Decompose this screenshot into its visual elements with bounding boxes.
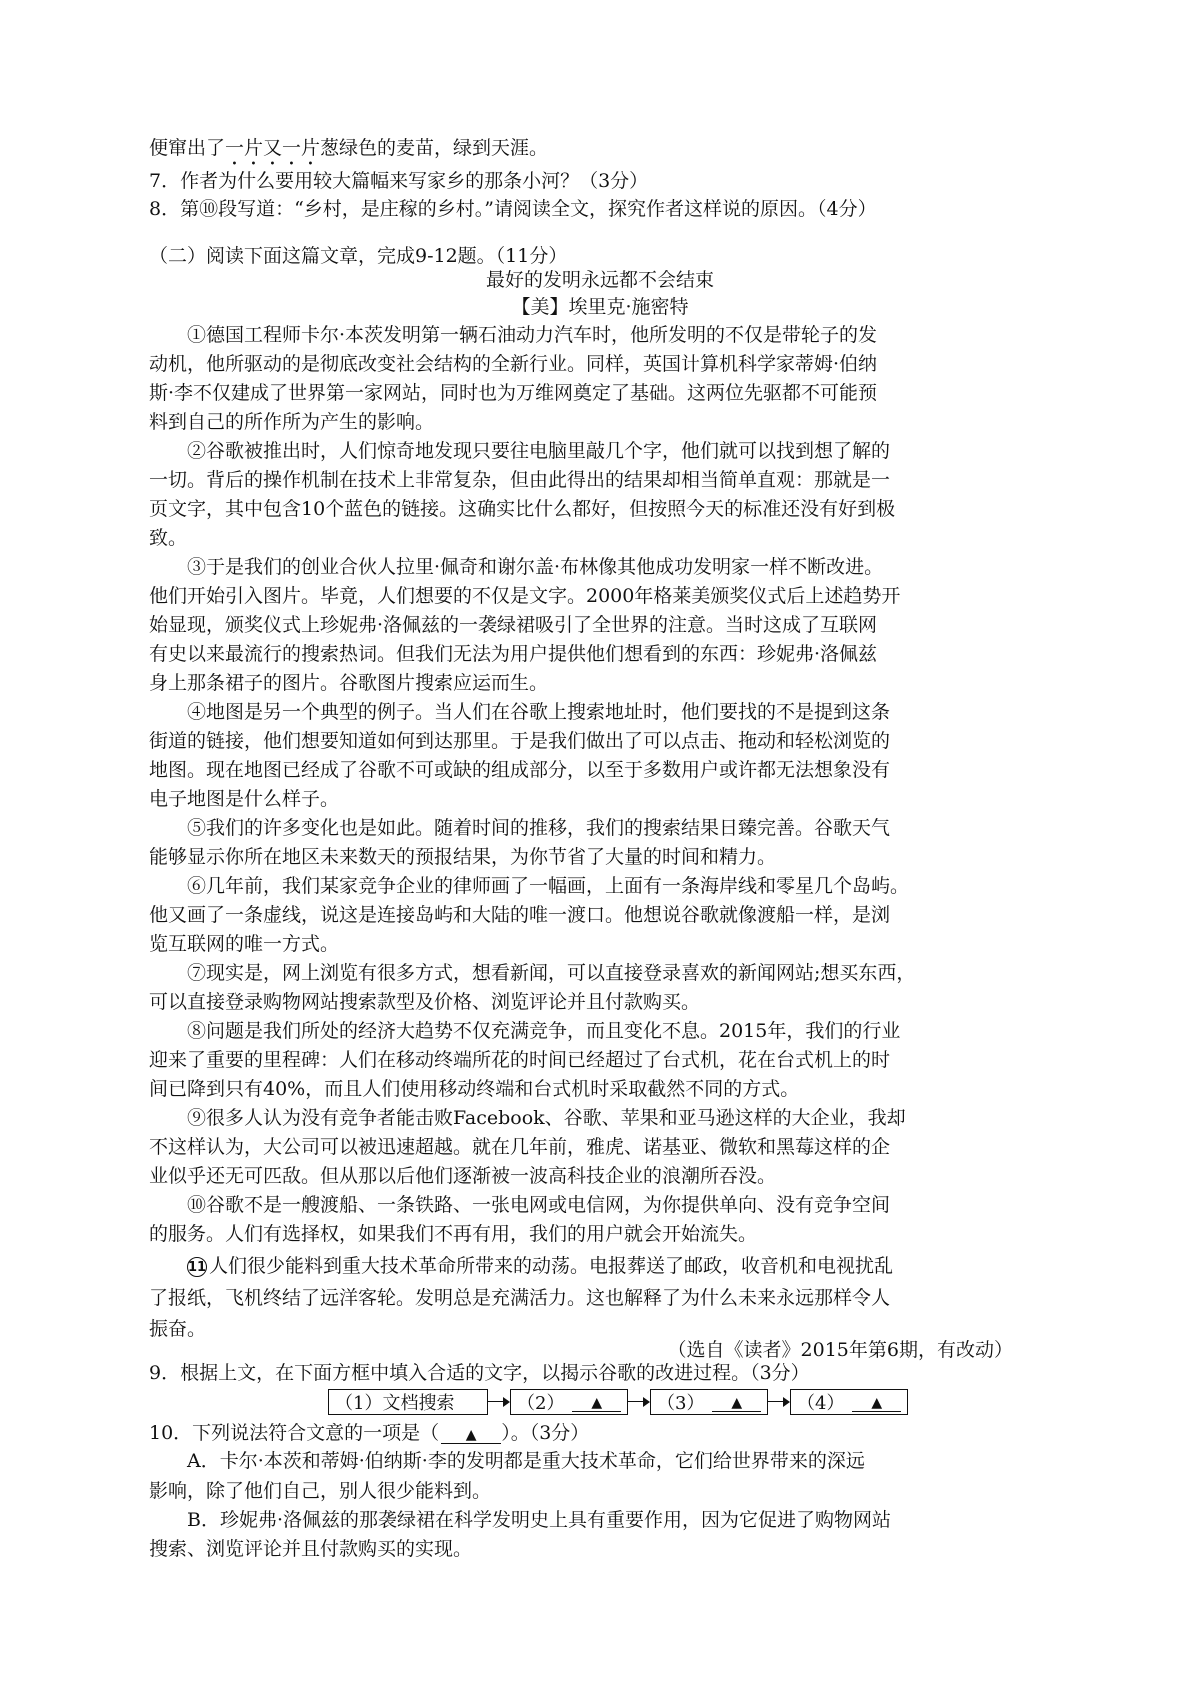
article-line: 他们开始引入图片。毕竟，人们想要的不仅是文字。2000年格莱美颁奖仪式后上述趋势开 <box>149 585 901 607</box>
article-line: 有史以来最流行的搜索热词。但我们无法为用户提供他们想看到的东西：珍妮弗·洛佩兹 <box>149 643 878 665</box>
option-line: 搜索、浏览评论并且付款购买的实现。 <box>149 1538 473 1560</box>
paragraph-11-line: 振奋。 <box>149 1318 207 1340</box>
article-line: ⑦现实是，网上浏览有很多方式，想看新闻，可以直接登录喜欢的新闻网站;想买东西， <box>187 962 916 984</box>
triangle-icon: ▲ <box>871 1394 883 1411</box>
flow-box-document-search <box>328 1389 488 1415</box>
article-line: 一切。背后的操作机制在技术上非常复杂，但由此得出的结果却相当简单直观：那就是一 <box>149 469 891 491</box>
article-line: 始显现，颁奖仪式上珍妮弗·洛佩兹的一袭绿裙吸引了全世界的注意。当时这成了互联网 <box>149 614 878 636</box>
flow-box-answer-3[interactable] <box>650 1389 768 1415</box>
emphasized-phrase: 一片又一片 <box>225 137 321 159</box>
question-8: 8．第⑩段写道：“乡村，是庄稼的乡村。”请阅读全文，探究作者这样说的原因。（4分） <box>149 198 877 220</box>
article-line: ⑥几年前，我们某家竞争企业的律师画了一幅画，上面有一条海岸线和零星几个岛屿。 <box>187 875 910 897</box>
article-line: ③于是我们的创业合伙人拉里·佩奇和谢尔盖·布林像其他成功发明家一样不断改进。 <box>187 556 884 578</box>
article-line: 斯·李不仅建成了世界第一家网站，同时也为万维网奠定了基础。这两位先驱都不可能预 <box>149 382 878 404</box>
article-line: 览互联网的唯一方式。 <box>149 933 340 955</box>
text-segment: 人们很少能料到重大技术革命所带来的动荡。电报葬送了邮政，收音机和电视扰乱 <box>209 1255 894 1277</box>
question-10 <box>149 1424 589 1444</box>
answer-blank[interactable] <box>852 1393 901 1412</box>
article-line: ⑩谷歌不是一艘渡船、一条铁路、一张电网或电信网，为你提供单向、没有竞争空间 <box>187 1194 891 1216</box>
article-line: ⑨很多人认为没有竞争者能击败Facebook、谷歌、苹果和亚马逊这样的大企业，我却 <box>187 1107 906 1129</box>
article-line: 身上那条裙子的图片。谷歌图片搜索应运而生。 <box>149 672 549 694</box>
article-line: ①德国工程师卡尔·本茨发明第一辆石油动力汽车时，他所发明的不仅是带轮子的发 <box>187 324 878 346</box>
article-line: 间已降到只有40%，而且人们使用移动终端和台式机时采取截然不同的方式。 <box>149 1078 800 1100</box>
question-7: 7．作者为什么要用较大篇幅来写家乡的那条小河？（3分） <box>149 170 649 192</box>
article-line: 他又画了一条虚线，说这是连接岛屿和大陆的唯一渡口。他想说谷歌就像渡船一样，是浏 <box>149 904 891 926</box>
option-line: B．珍妮弗·洛佩兹的那袭绿裙在科学发明史上具有重要作用，因为它促进了购物网站 <box>187 1509 892 1531</box>
article-line: 动机，他所驱动的是彻底改变社会结构的全新行业。同样，英国计算机科学家蒂姆·伯纳 <box>149 353 878 375</box>
paragraph-11-line <box>187 1257 893 1277</box>
article-line: 电子地图是什么样子。 <box>149 788 340 810</box>
article-line: 不这样认为，大公司可以被迅速超越。就在几年前，雅虎、诺基亚、微软和黑莓这样的企 <box>149 1136 891 1158</box>
article-line: ⑤我们的许多变化也是如此。随着时间的推移，我们的搜索结果日臻完善。谷歌天气 <box>187 817 891 839</box>
article-author: 【美】埃里克·施密特 <box>511 296 689 318</box>
article-line: 能够显示你所在地区未来数天的预报结果，为你节省了大量的时间和精力。 <box>149 846 777 868</box>
answer-blank[interactable] <box>712 1393 761 1412</box>
flow-box-answer-4[interactable] <box>790 1389 908 1415</box>
arrow-right-icon <box>768 1389 790 1415</box>
text-segment: ）。（3分） <box>501 1422 590 1444</box>
flow-box-answer-2[interactable] <box>510 1389 628 1415</box>
answer-blank[interactable] <box>572 1393 621 1412</box>
flow-box-label: （2） <box>517 1393 565 1414</box>
option-line: A．卡尔·本茨和蒂姆·伯纳斯·李的发明都是重大技术革命，它们给世界带来的深远 <box>187 1450 865 1472</box>
previous-passage-ending <box>149 137 548 170</box>
text-segment: 10．下列说法符合文意的一项是（ <box>149 1422 440 1444</box>
article-line: 街道的链接，他们想要知道如何到达那里。于是我们做出了可以点击、拖动和轻松浏览的 <box>149 730 891 752</box>
article-line: 的服务。人们有选择权，如果我们不再有用，我们的用户就会开始流失。 <box>149 1223 758 1245</box>
paragraph-number-badge: 11 <box>187 1257 207 1277</box>
triangle-icon: ▲ <box>591 1394 603 1411</box>
text-segment: 葱绿色的麦苗，绿到天涯。 <box>320 137 549 159</box>
article-line: 料到自己的所作所为产生的影响。 <box>149 411 435 433</box>
flow-box-label: （4） <box>797 1393 845 1414</box>
article-line: 页文字，其中包含10个蓝色的链接。这确实比什么都好，但按照今天的标准还没有好到极 <box>149 498 896 520</box>
answer-blank[interactable] <box>441 1424 501 1444</box>
article-line: ④地图是另一个典型的例子。当人们在谷歌上搜索地址时，他们要找的不是提到这条 <box>187 701 891 723</box>
arrow-right-icon <box>488 1389 510 1415</box>
arrow-right-icon <box>628 1389 650 1415</box>
flow-diagram <box>328 1388 908 1416</box>
triangle-icon: ▲ <box>731 1394 743 1411</box>
section-intro: （二）阅读下面这篇文章，完成9-12题。（11分） <box>149 245 568 267</box>
flow-box-label: （3） <box>657 1393 705 1414</box>
article-line: 迎来了重要的里程碑：人们在移动终端所花的时间已经超过了台式机，花在台式机上的时 <box>149 1049 891 1071</box>
flow-box-label: （1）文档搜索 <box>335 1393 455 1414</box>
triangle-icon: ▲ <box>465 1427 477 1443</box>
option-line: 影响，除了他们自己，别人很少能料到。 <box>149 1480 492 1502</box>
article-line: 可以直接登录购物网站搜索款型及价格、浏览评论并且付款购买。 <box>149 991 701 1013</box>
question-9: 9．根据上文，在下面方框中填入合适的文字，以揭示谷歌的改进过程。（3分） <box>149 1362 810 1384</box>
article-title: 最好的发明永远都不会结束 <box>485 269 714 291</box>
paragraph-11-line: 了报纸，飞机终结了远洋客轮。发明总是充满活力。这也解释了为什么未来永远那样令人 <box>149 1287 891 1309</box>
article-line: 业似乎还无可匹敌。但从那以后他们逐渐被一波高科技企业的浪潮所吞没。 <box>149 1165 777 1187</box>
text-segment: 便窜出了 <box>149 137 226 159</box>
source-note: （选自《读者》2015年第6期，有改动） <box>667 1339 1013 1361</box>
article-line: ②谷歌被推出时，人们惊奇地发现只要往电脑里敲几个字，他们就可以找到想了解的 <box>187 440 891 462</box>
article-line: 致。 <box>149 527 188 549</box>
article-line: ⑧问题是我们所处的经济大趋势不仅充满竞争，而且变化不息。2015年，我们的行业 <box>187 1020 901 1042</box>
article-line: 地图。现在地图已经成了谷歌不可或缺的组成部分，以至于多数用户或许都无法想象没有 <box>149 759 891 781</box>
